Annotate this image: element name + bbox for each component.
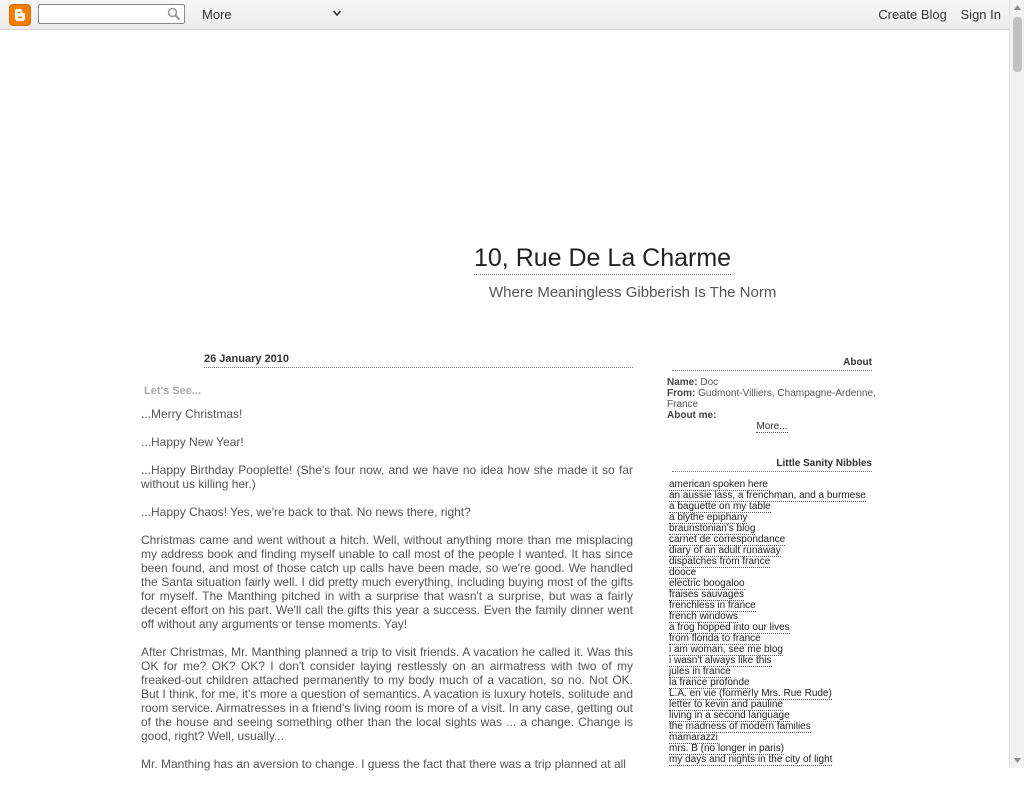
list-item xyxy=(669,578,877,589)
name-value: Doc xyxy=(700,377,719,388)
blog-link[interactable]: jules in france xyxy=(669,666,731,677)
post-paragraph: ...Merry Christmas! xyxy=(141,407,243,421)
more-label: More xyxy=(202,7,232,22)
blog-link[interactable]: carnet de correspondance xyxy=(669,534,786,545)
blog-link[interactable]: a frog hopped into our lives xyxy=(669,622,790,633)
list-item xyxy=(669,666,877,677)
list-item xyxy=(669,545,877,556)
scroll-down-arrow-icon[interactable] xyxy=(1013,757,1022,764)
list-item xyxy=(669,512,877,523)
blog-link[interactable]: la france profonde xyxy=(669,677,750,688)
list-item xyxy=(669,732,877,743)
list-item xyxy=(669,622,877,633)
blog-link[interactable]: letter to kevin and pauline xyxy=(669,699,783,710)
scroll-up-arrow-icon[interactable] xyxy=(1013,4,1022,11)
more-dropdown[interactable] xyxy=(202,7,342,23)
blog-link[interactable]: fraises sauvages xyxy=(669,589,745,600)
list-item xyxy=(669,655,877,666)
blog-link[interactable]: dooce xyxy=(669,567,697,578)
links-heading: Little Sanity Nibbles xyxy=(672,457,872,472)
list-item xyxy=(669,677,877,688)
vertical-scrollbar[interactable] xyxy=(1009,0,1024,768)
from-label: From: xyxy=(667,388,696,399)
chevron-down-icon xyxy=(332,8,342,18)
search-icon[interactable] xyxy=(167,7,181,21)
blog-link[interactable]: i am woman, see me blog xyxy=(669,644,783,655)
list-item xyxy=(669,633,877,644)
post-body xyxy=(141,407,633,771)
list-item xyxy=(669,589,877,600)
blog-link[interactable]: dispatches from france xyxy=(669,556,771,567)
list-item xyxy=(669,501,877,512)
list-item xyxy=(669,644,877,655)
blog-link[interactable]: L.A. en vie (formerly Mrs. Rue Rude) xyxy=(669,688,832,699)
blog-link[interactable]: i wasn't always like this xyxy=(669,655,772,666)
sign-in-link[interactable]: Sign In xyxy=(960,7,1001,22)
blog-link[interactable]: electric boogaloo xyxy=(669,578,745,589)
sidebar xyxy=(667,356,877,765)
post-paragraph: Christmas came and went without a hitch. Well, without anything more than me misplacing my address book and finding myself unable to call most of the people I wanted. It has since been found, and most of those catch up calls have been made, so we're good. We handled the Santa situation fairly well. I did pretty much everything, including buying most of the gifts for myself. The Manthing pitched in with a surprise that wasn't a surprise, but was a fairly decent effort on his part. We'll call the gifts this year a success. Even the family dinner went off without any arguments or tense moments. Yay! xyxy=(141,533,633,631)
blogger-navbar xyxy=(0,0,1009,30)
list-item xyxy=(669,490,877,501)
list-item xyxy=(669,710,877,721)
list-item xyxy=(669,699,877,710)
post-paragraph: ...Happy Chaos! Yes, we're back to that. No news there, right? xyxy=(141,505,471,519)
main-column xyxy=(141,352,633,785)
list-item xyxy=(669,523,877,534)
post-paragraph: ...Happy Birthday Pooplette! (She's four now, and we have no idea how she made it so far without us killing her.) xyxy=(141,463,633,491)
blogger-logo-icon[interactable] xyxy=(9,4,31,26)
post-paragraph: Mr. Manthing has an aversion to change. I guess the fact that there was a trip planned at all xyxy=(141,757,626,771)
blog-link[interactable]: diary of an adult runaway xyxy=(669,545,781,556)
list-item xyxy=(669,611,877,622)
blog-link[interactable]: a blythe epiphany xyxy=(669,512,748,523)
list-item xyxy=(669,754,877,765)
create-blog-link[interactable]: Create Blog xyxy=(878,7,947,22)
post-date-header: 26 January 2010 xyxy=(204,352,633,368)
blog-link[interactable]: mrs. B (no longer in paris) xyxy=(669,743,785,754)
blog-link[interactable]: the madness of modern families xyxy=(669,721,811,732)
post-title: Let's See... xyxy=(144,385,202,397)
about-heading: About xyxy=(672,356,872,371)
blog-link[interactable]: an aussie lass, a frenchman, and a burmese xyxy=(669,490,866,501)
blog-link[interactable]: mamarazzi xyxy=(669,732,718,743)
blog-link[interactable]: a baguette on my table xyxy=(669,501,771,512)
post-paragraph: ...Happy New Year! xyxy=(141,435,244,449)
scrollbar-thumb[interactable] xyxy=(1013,17,1022,72)
from-value: Gudmont-Villiers, Champagne-Ardenne, France xyxy=(667,388,876,410)
about-me-label: About me: xyxy=(667,410,717,421)
list-item xyxy=(669,600,877,611)
blog-link[interactable]: braunstonian's blog xyxy=(669,523,756,534)
blog-link[interactable]: living in a second language xyxy=(669,710,790,721)
blog-link[interactable]: my days and nights in the city of light xyxy=(669,754,833,765)
list-item xyxy=(669,556,877,567)
name-label: Name: xyxy=(667,377,698,388)
list-item xyxy=(669,721,877,732)
blog-title[interactable]: 10, Rue De La Charme xyxy=(474,244,731,275)
search-input[interactable] xyxy=(38,4,185,24)
profile-more-link[interactable] xyxy=(667,421,877,432)
post-paragraph: After Christmas, Mr. Manthing planned a trip to visit friends. A vacation he called it. Was this OK for me? OK? OK? I don't consider laying restlessly on an airmatress with two of my freaked-out children attached permanently to my body much of a vacation, so no. Not OK. But I think, for me, it's more a question of semantics. A vacation is luxury hotels, solitude and room service. Airmatresses in a friend's living room is more of a visit. In any case, getting out of the house and seeing something other than the local sights was ... a change. Change is good, right? Well, usually... xyxy=(141,645,633,743)
list-item xyxy=(669,479,877,490)
blog-link[interactable]: frenchless in france xyxy=(669,600,756,611)
blog-link[interactable]: from florida to france xyxy=(669,633,761,644)
more-link-text[interactable]: More... xyxy=(756,421,788,432)
blog-description: Where Meaningless Gibberish Is The Norm xyxy=(489,284,777,301)
list-item xyxy=(669,743,877,754)
list-item xyxy=(669,567,877,578)
list-item xyxy=(669,688,877,699)
blog-links-list xyxy=(669,479,877,765)
list-item xyxy=(669,534,877,545)
blog-link[interactable]: american spoken here xyxy=(669,479,768,490)
profile-info xyxy=(667,377,877,421)
blog-link[interactable]: french windows xyxy=(669,611,738,622)
